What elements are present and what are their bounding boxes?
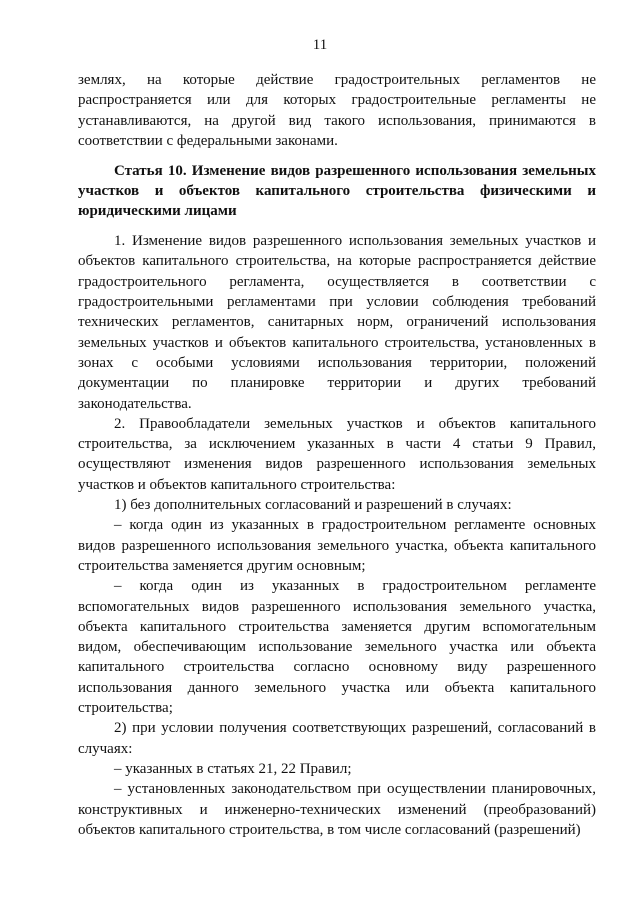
list-item: – когда один из указанных в градостроительном регламенте основных видов разрешенного использования земельного участка, объекта капитального строительства заменяется другим основным; [78,517,596,574]
list-item: – указанных в статьях 21, 22 Правил; [114,760,352,777]
paragraph-clause-2: 2. Правообладатели земельных участков и объектов капитального строительства, за исключением указанных в части 4 статьи 9 Правил, осуществляют изменения видов разрешенного использования земельных участков и объектов капитального строительства: [78,415,596,493]
page-number: 11 [312,37,328,53]
document-body [78,70,596,840]
list-item: – установленных законодательством при осуществлении планировочных, конструктивных и инженерно-технических изменений (преобразований) объектов капитального строительства, в том числе согласований (разрешений) [78,781,596,838]
paragraph-subclause-2: 2) при условии получения соответствующих разрешений, согласований в случаях: [78,720,596,757]
paragraph-continuation: землях, на которые действие градостроительных регламентов не распространяется или для которых градостроительные регламенты не устанавливаются, на другой вид такого использования, принимаются в соответствии с федеральными законами. [78,72,596,149]
paragraph-clause-1: 1. Изменение видов разрешенного использования земельных участков и объектов капитального строительства, на которые распространяется действие градостроительного регламента, осуществляется в соответствии с градостроительными регламентами при условии соблюдения требований технических регламентов, санитарных норм, ограничений использования земельных участков и объектов капитального строительства, установленных в зонах с особыми условиями использования территории, положений документации по планировке территории и других требований законодательства. [78,233,596,412]
article-heading: Статья 10. Изменение видов разрешенного использования земельных участков и объектов капитального строительства физическими и юридическими лицами [78,163,596,220]
list-item: – когда один из указанных в градостроительном регламенте вспомогательных видов разрешенного использования земельного участка, объекта капитального строительства заменяется другим вспомогательным видом, обеспечивающим использование земельного участка или объекта капитального строительства согласно основному виду разрешенного использования данного земельного участка или объекта капитального строительства; [78,578,596,717]
paragraph-subclause-1: 1) без дополнительных согласований и разрешений в случаях: [114,497,512,514]
